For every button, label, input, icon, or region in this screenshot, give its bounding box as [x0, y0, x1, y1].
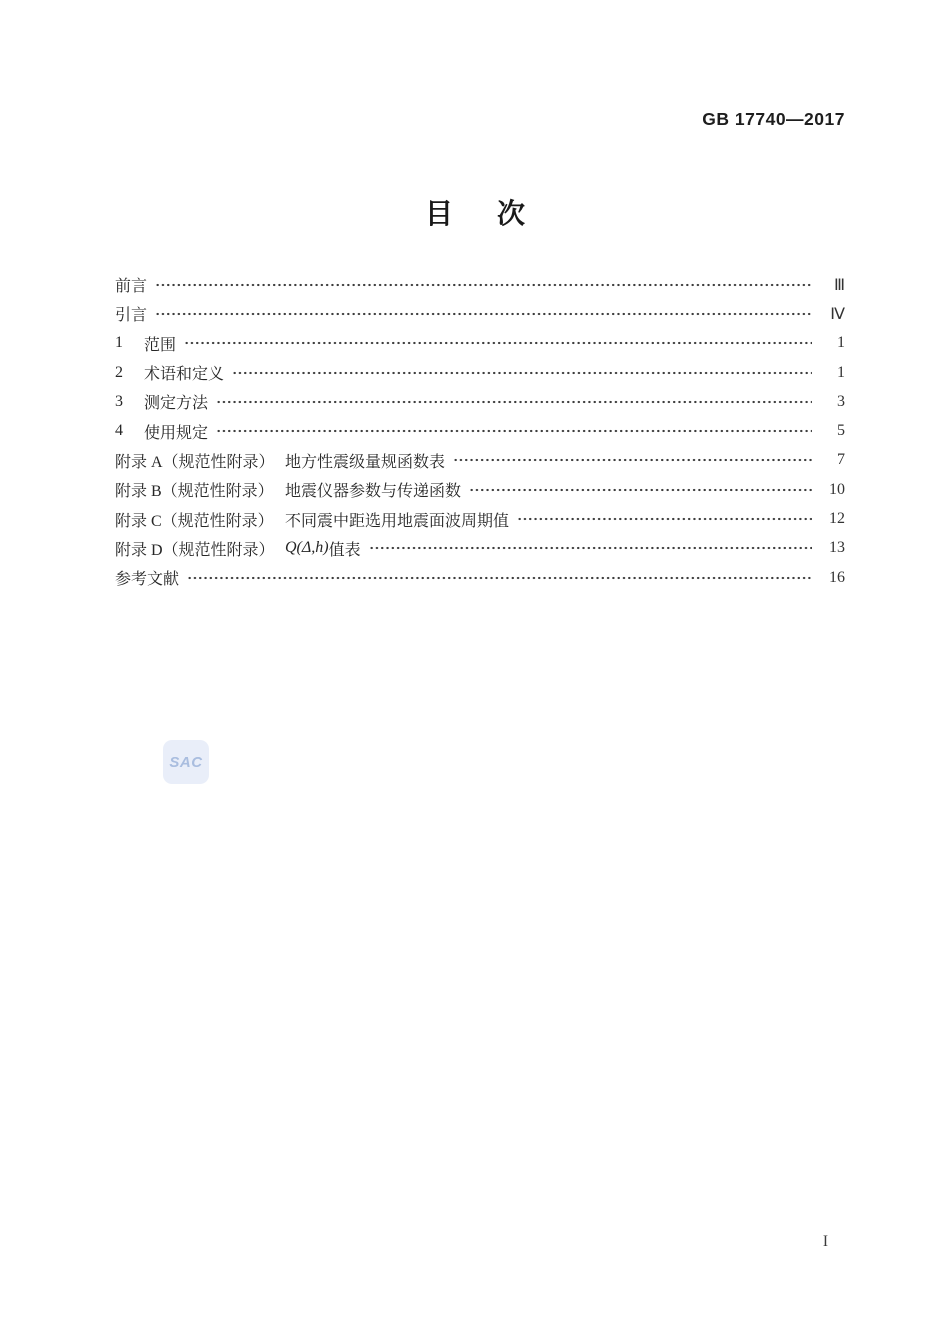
- toc-entry-page: 3: [837, 392, 845, 410]
- toc-entry-page: 16: [829, 568, 845, 586]
- toc-entry-formula: Q(Δ,h): [285, 539, 329, 557]
- toc-entry-label: 地震仪器参数与传递函数: [285, 483, 462, 501]
- toc-entry-appendix-prefix: 附录 C（规范性附录）: [115, 512, 274, 530]
- standard-code: GB 17740—2017: [702, 109, 845, 129]
- toc-entry-page: 13: [829, 539, 845, 557]
- toc-leader-dots: [187, 570, 812, 586]
- toc-entry-page: Ⅳ: [830, 305, 845, 323]
- toc-entry-label: 引言: [115, 307, 148, 325]
- toc-leader-dots: [184, 335, 812, 351]
- toc-entry-appendix-a: [115, 446, 845, 475]
- toc-entry-number: 2: [115, 363, 123, 381]
- toc-entry-page: 10: [829, 480, 845, 498]
- toc-entry-appendix-c: [115, 504, 845, 533]
- toc-entry-label: 不同震中距选用地震面波周期值: [285, 512, 510, 530]
- toc-entry-appendix-prefix: 附录 A（规范性附录）: [115, 453, 275, 471]
- page-title: [0, 192, 950, 232]
- footer-page-number: I: [822, 1233, 828, 1250]
- toc-entry-appendix-prefix: 附录 B（规范性附录）: [115, 483, 274, 501]
- toc-entry-appendix-d: [115, 534, 845, 563]
- page-title-char-1: 目: [424, 198, 453, 229]
- toc-entry-page: 5: [837, 422, 845, 440]
- page-title-char-2: 次: [497, 198, 526, 229]
- toc-leader-dots: [216, 423, 812, 439]
- toc-entry-page: Ⅲ: [833, 276, 845, 294]
- toc-leader-dots: [155, 277, 812, 293]
- sac-watermark-logo: SAC: [163, 740, 209, 784]
- toc-entry-label: 值表: [328, 541, 361, 559]
- toc-leader-dots: [369, 540, 812, 556]
- toc-entry-label: 使用规定: [144, 424, 209, 442]
- toc-entry-label: 前言: [115, 278, 148, 296]
- toc-entry-references: [115, 563, 845, 592]
- toc-entry-number: 1: [115, 334, 123, 352]
- toc-entry-number: 3: [115, 392, 123, 410]
- toc-entry-label: 地方性震级量规函数表: [285, 453, 446, 471]
- toc-leader-dots: [453, 452, 812, 468]
- toc-entry-page: 1: [837, 363, 845, 381]
- toc-leader-dots: [517, 511, 812, 527]
- toc-entry-appendix-prefix: 附录 D（规范性附录）: [115, 541, 275, 559]
- toc-entry-section-3: [115, 387, 845, 416]
- toc-entry-foreword: [115, 270, 845, 299]
- toc-entry-number: 4: [115, 422, 123, 440]
- toc-entry-section-4: [115, 416, 845, 445]
- toc-entry-label: 测定方法: [144, 395, 209, 413]
- toc-entry-label: 范围: [144, 336, 177, 354]
- toc-entry-page: 12: [829, 510, 845, 528]
- toc-entry-page: 7: [837, 451, 845, 469]
- toc-leader-dots: [155, 306, 812, 322]
- toc-entry-introduction: [115, 299, 845, 328]
- toc-entry-label: 术语和定义: [144, 366, 225, 384]
- toc-leader-dots: [216, 394, 812, 410]
- toc-leader-dots: [469, 482, 812, 498]
- toc-entry-appendix-b: [115, 475, 845, 504]
- toc-entry-label: 参考文献: [115, 571, 180, 589]
- toc-leader-dots: [232, 365, 812, 381]
- toc-entry-section-1: [115, 329, 845, 358]
- toc-entry-section-2: [115, 358, 845, 387]
- table-of-contents: [115, 270, 845, 592]
- toc-entry-page: 1: [837, 334, 845, 352]
